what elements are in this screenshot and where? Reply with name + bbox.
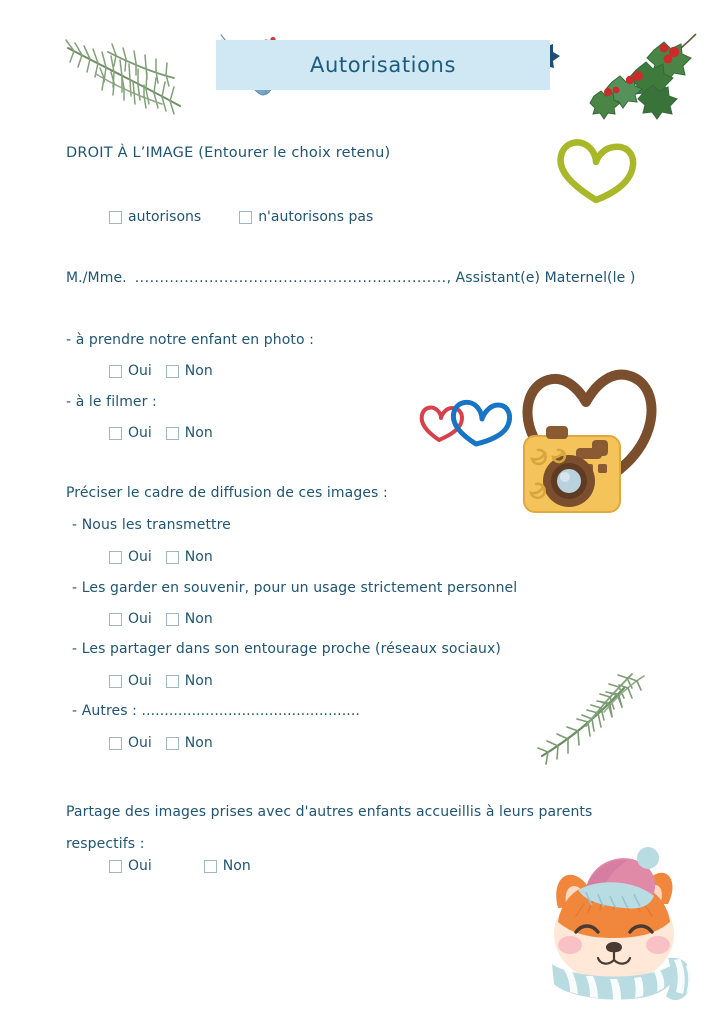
checkbox-box-icon[interactable] (109, 427, 122, 440)
diffusion-item-2-label: - Les garder en souvenir, pour un usage strictement personnel (72, 580, 518, 596)
image-rights-heading: DROIT À L’IMAGE (Entourer le choix retenu) (66, 145, 391, 161)
consent-film-label: - à le filmer : (66, 394, 157, 410)
diffusion-item-4-label[interactable]: - Autres : ................................................ (72, 703, 360, 719)
checkbox-label: Non (184, 363, 213, 379)
checkbox-photo-non[interactable] (166, 363, 213, 379)
checkbox-label: Non (184, 611, 213, 627)
consent-photo-label: - à prendre notre enfant en photo : (66, 332, 314, 348)
identity-dots[interactable]: ..............................................................., (134, 270, 452, 286)
checkbox-box-icon[interactable] (204, 860, 217, 873)
checkbox-label: Non (184, 735, 213, 751)
identity-line (66, 270, 635, 286)
checkbox-transmettre-oui[interactable] (109, 549, 152, 565)
pine-branch-top-left-icon (62, 22, 194, 124)
checkbox-box-icon[interactable] (109, 675, 122, 688)
checkbox-transmettre-non[interactable] (166, 549, 213, 565)
checkbox-film-non[interactable] (166, 425, 213, 441)
checkbox-box-icon[interactable] (166, 613, 179, 626)
diffusion-item-2-options-row (109, 611, 213, 627)
checkbox-label: Oui (128, 673, 152, 689)
checkbox-label: Oui (128, 425, 152, 441)
checkbox-photo-oui[interactable] (109, 363, 152, 379)
checkbox-label: Non (184, 549, 213, 565)
checkbox-autres-oui[interactable] (109, 735, 152, 751)
diffusion-item-1-label: - Nous les transmettre (72, 517, 231, 533)
checkbox-box-icon[interactable] (239, 211, 252, 224)
title-banner (216, 40, 550, 90)
checkbox-box-icon[interactable] (109, 613, 122, 626)
page-title: Autorisations (309, 53, 456, 77)
checkbox-box-icon[interactable] (166, 675, 179, 688)
checkbox-label: autorisons (128, 209, 202, 225)
checkbox-box-icon[interactable] (109, 860, 122, 873)
green-heart-outline-icon (552, 132, 642, 206)
identity-suffix: Assistant(e) Maternel(le ) (455, 270, 636, 286)
sharing-options-row (109, 858, 251, 874)
checkbox-label: Oui (128, 549, 152, 565)
checkbox-sharing-oui[interactable] (109, 858, 152, 874)
image-rights-options-row (109, 209, 373, 225)
checkbox-partager-oui[interactable] (109, 673, 152, 689)
diffusion-heading: Préciser le cadre de diffusion de ces images : (66, 485, 388, 501)
checkbox-box-icon[interactable] (166, 427, 179, 440)
checkbox-label: Oui (128, 858, 152, 874)
checkbox-autorisons[interactable] (109, 209, 201, 225)
checkbox-label: Oui (128, 611, 152, 627)
diffusion-item-3-options-row (109, 673, 213, 689)
checkbox-souvenir-oui[interactable] (109, 611, 152, 627)
checkbox-sharing-non[interactable] (204, 858, 251, 874)
checkbox-souvenir-non[interactable] (166, 611, 213, 627)
checkbox-box-icon[interactable] (109, 737, 122, 750)
checkbox-label: Non (222, 858, 251, 874)
checkbox-partager-non[interactable] (166, 673, 213, 689)
red-and-blue-hearts-icon (416, 392, 512, 448)
checkbox-box-icon[interactable] (166, 737, 179, 750)
pine-branch-mid-right-icon (532, 642, 660, 770)
consent-film-options-row (109, 425, 213, 441)
checkbox-label: Oui (128, 363, 152, 379)
checkbox-autres-non[interactable] (166, 735, 213, 751)
winter-fox-icon (528, 846, 704, 1008)
holly-branch-top-right-icon (578, 18, 710, 130)
diffusion-item-1-options-row (109, 549, 213, 565)
checkbox-box-icon[interactable] (166, 365, 179, 378)
checkbox-box-icon[interactable] (166, 551, 179, 564)
sharing-paragraph: Partage des images prises avec d'autres enfants accueillis à leurs parents respectifs : (66, 804, 593, 852)
consent-photo-options-row (109, 363, 213, 379)
checkbox-label: Oui (128, 735, 152, 751)
checkbox-box-icon[interactable] (109, 551, 122, 564)
checkbox-label: Non (184, 425, 213, 441)
checkbox-box-icon[interactable] (109, 211, 122, 224)
checkbox-n-autorisons-pas[interactable] (239, 209, 373, 225)
vintage-camera-heart-strap-icon (506, 344, 674, 524)
checkbox-label: n'autorisons pas (258, 209, 374, 225)
identity-prefix: M./Mme. (66, 270, 127, 286)
diffusion-item-3-label: - Les partager dans son entourage proche (réseaux sociaux) (72, 641, 501, 657)
checkbox-label: Non (184, 673, 213, 689)
checkbox-film-oui[interactable] (109, 425, 152, 441)
checkbox-box-icon[interactable] (109, 365, 122, 378)
diffusion-item-4-options-row (109, 735, 213, 751)
